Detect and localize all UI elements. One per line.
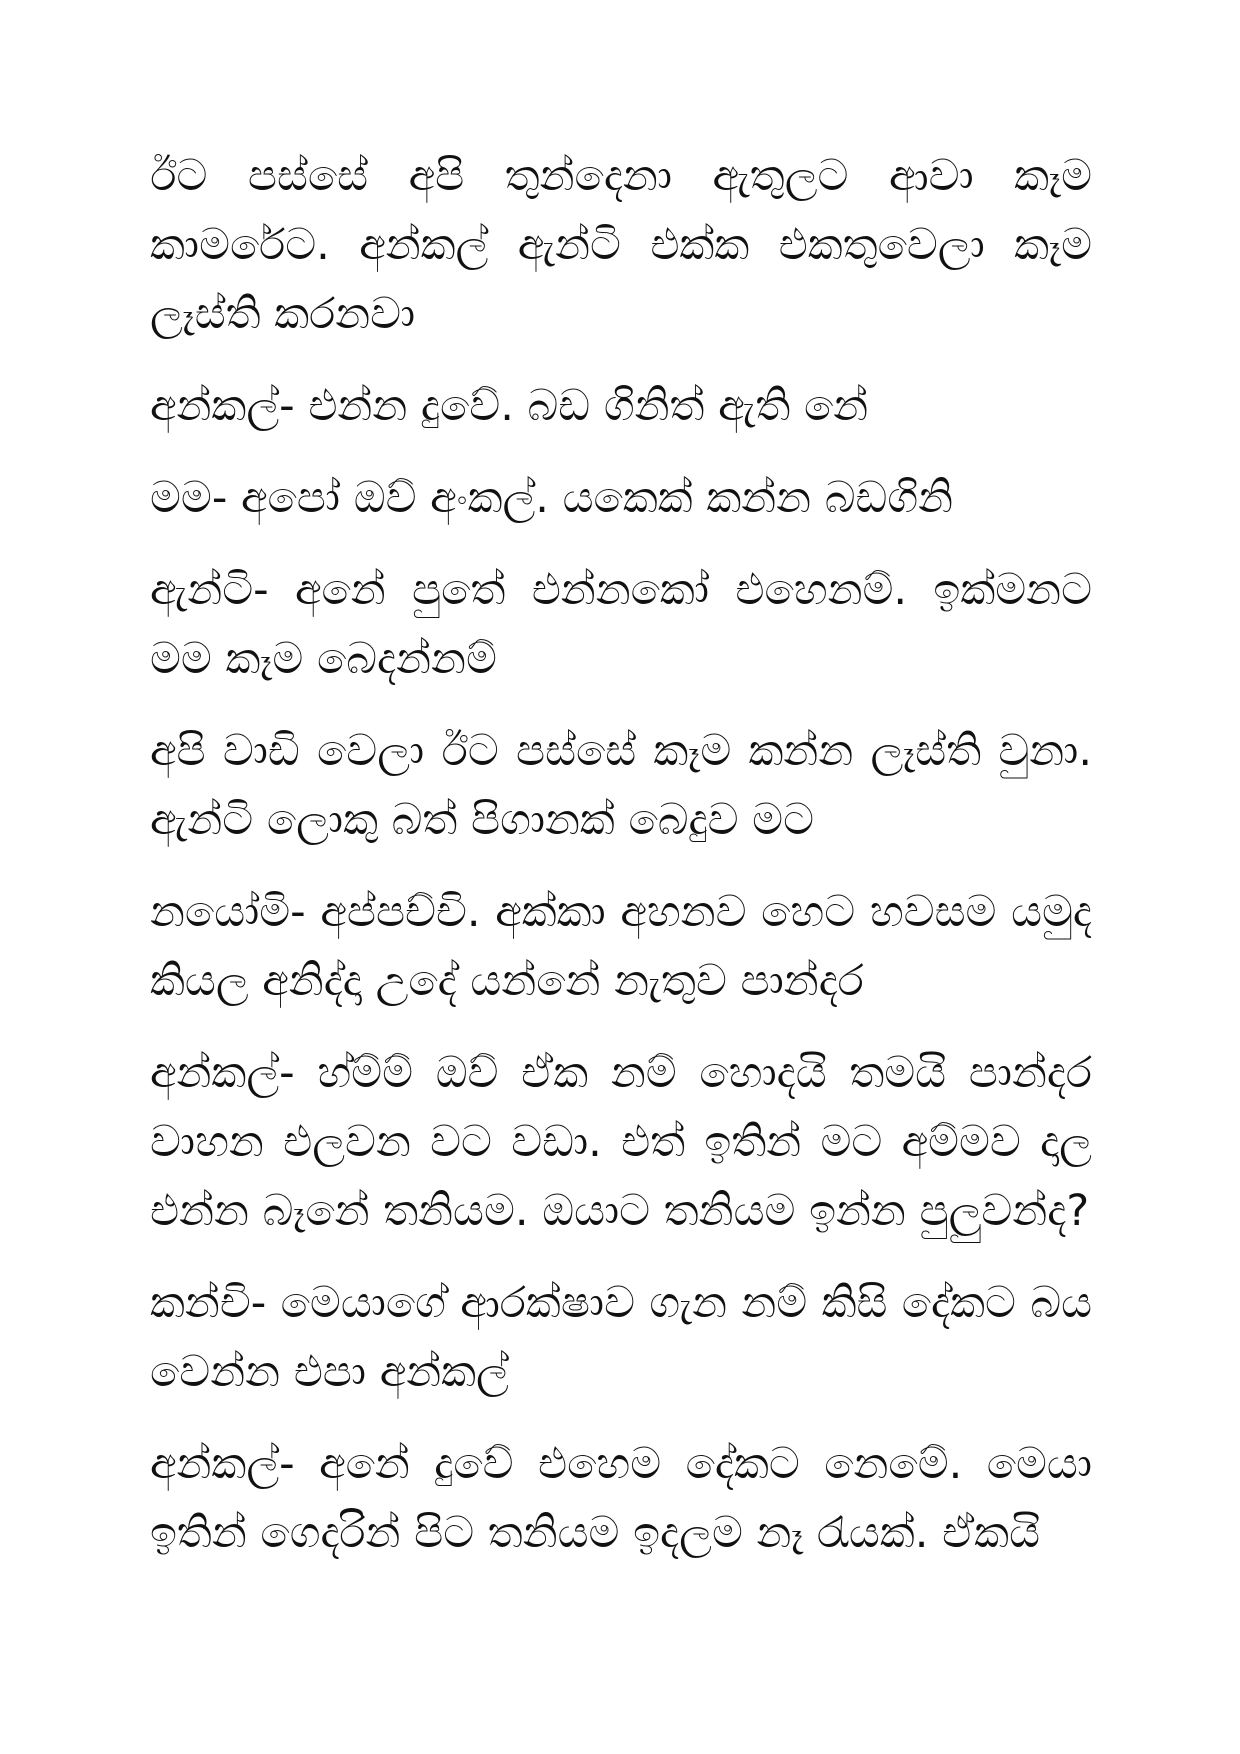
paragraph-dialogue-uncle-3: අන්කල්- අනේ දුවේ එහෙම දේකට නෙමේ. මෙයා ඉතින් ගෙදරින් පිට තනියම ඉදලම නෑ රැයක්. ඒකයි [150,1439,1092,1558]
paragraph-narration-meal: අපි වාඩි වෙලා ඊට පස්සේ කෑම කන්න ලෑස්ති වුනා. ඇන්ටි ලොකු බත් පිගානක් බෙදුව මට [150,726,1092,845]
paragraph-dialogue-aunty: ඇන්ටි- අනේ පුතේ එන්නකෝ එහෙනම්. ඉක්මනට මම කෑම බෙදන්නම් [150,565,1092,684]
paragraph-intro: ඊට පස්සේ අපි තුන්දෙනා ඇතුලට ආවා කෑම කාමරේට. අන්කල් ඇන්ටි එක්ක එකතුවෙලා කෑම ලෑස්ති කරනවා [150,151,1092,339]
paragraph-dialogue-kanchi: කන්චි- මෙයාගේ ආරක්ෂාව ගැන නම් කිසි දේකට බය වෙන්න එපා අන්කල් [150,1278,1092,1397]
story-text [150,142,1092,1568]
paragraph-dialogue-nayomi: නයෝමි- අප්පච්චි. අක්කා අහනව හෙට හවසම යමුද කියල අනිද්දා උදේ යන්නේ නැතුව පාන්දර [150,887,1092,1006]
paragraph-dialogue-uncle-1: අන්කල්- එන්න දුවේ. බඩ ගිනිත් ඇති නේ [150,381,869,431]
paragraph-dialogue-me: මම- අපෝ ඔව් අංකල්. යකෙක් කන්න බඩගිනි [150,473,954,523]
paragraph-dialogue-uncle-2: අන්කල්- හ්ම්ම් ඔව් ඒක නම් හොදයි තමයි පාන්දර වාහන එලවන වට වඩා. එත් ඉතින් මට අම්මව දාල එන්න බෑනේ තනියම. ඔයාට තනියම ඉන්න පුලුවන්ද? [150,1048,1092,1236]
